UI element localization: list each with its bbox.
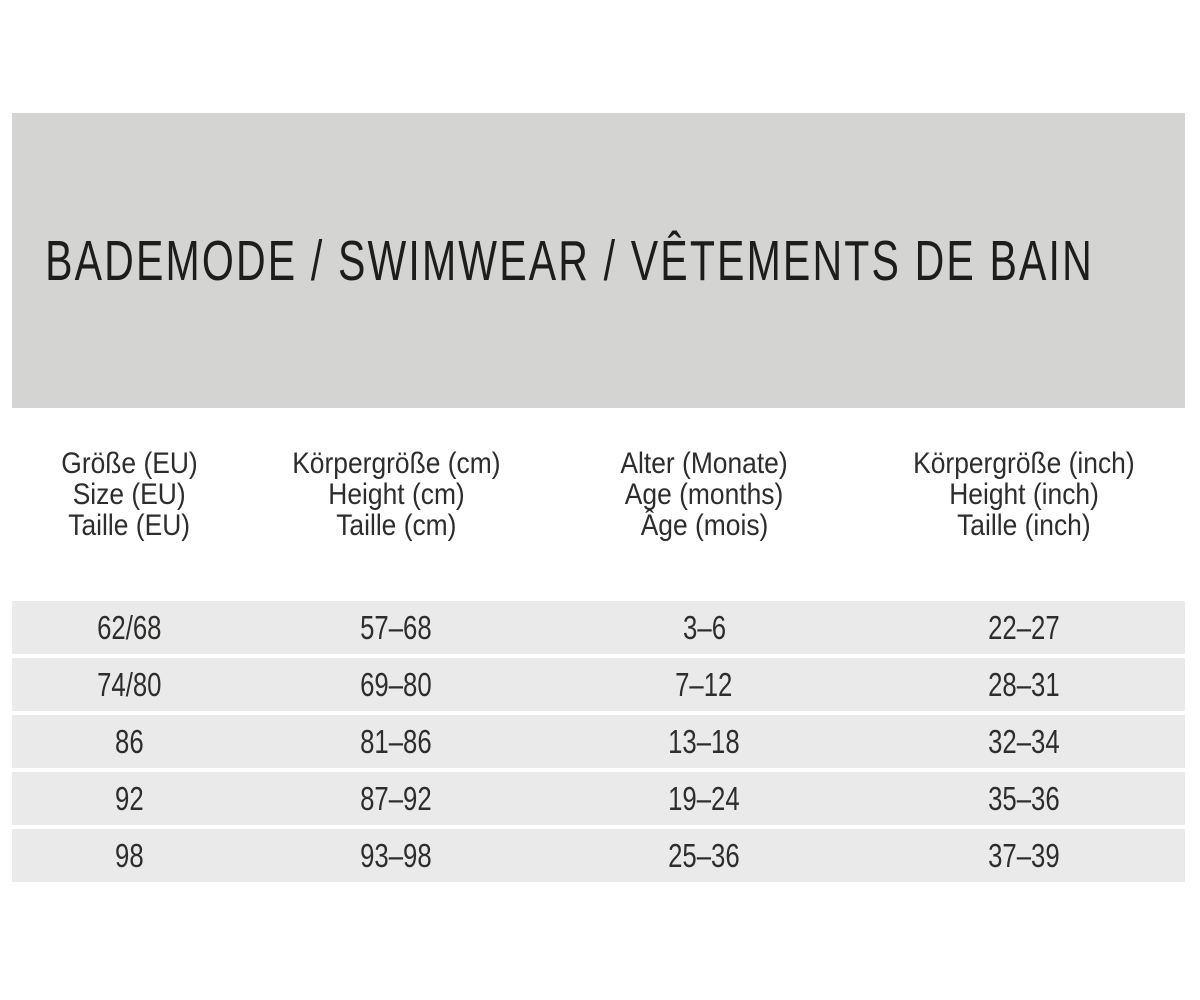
header-line: Taille (EU) xyxy=(68,509,191,542)
table-cell xyxy=(546,829,863,882)
header-line: Taille (inch) xyxy=(956,509,1091,542)
table-cell-value: 69–80 xyxy=(360,665,432,703)
table-row xyxy=(12,829,1185,882)
table-cell xyxy=(247,829,546,882)
column-header-size-eu xyxy=(12,448,247,541)
table-row xyxy=(12,772,1185,825)
table-cell xyxy=(546,772,863,825)
table-cell-value: 74/80 xyxy=(97,665,162,703)
table-cell xyxy=(862,715,1185,768)
table-header-row xyxy=(12,448,1185,541)
table-row xyxy=(12,658,1185,711)
table-cell xyxy=(546,601,863,654)
header-line: Height (inch) xyxy=(948,478,1099,511)
header-line: Size (EU) xyxy=(72,478,186,511)
page-title: BADEMODE / SWIMWEAR / VÊTEMENTS DE BAIN xyxy=(45,228,1094,293)
table-cell-value: 98 xyxy=(114,836,144,874)
table-cell xyxy=(247,772,546,825)
header-line: Alter (Monate) xyxy=(620,447,788,480)
table-cell-value: 32–34 xyxy=(987,722,1060,760)
table-cell xyxy=(862,601,1185,654)
table-row xyxy=(12,601,1185,654)
table-cell xyxy=(546,658,863,711)
table-cell-value: 13–18 xyxy=(668,722,740,760)
table-row xyxy=(12,715,1185,768)
table-cell-value: 81–86 xyxy=(360,722,432,760)
table-cell-value: 62/68 xyxy=(97,608,162,646)
table-cell-value: 7–12 xyxy=(675,665,733,703)
table-body xyxy=(12,601,1185,886)
table-cell xyxy=(12,829,247,882)
table-cell xyxy=(12,658,247,711)
table-cell-value: 28–31 xyxy=(987,665,1060,703)
header-line: Age (months) xyxy=(624,478,784,511)
column-header-age-months xyxy=(546,448,863,541)
column-header-height-cm xyxy=(247,448,546,541)
header-line: Taille (cm) xyxy=(336,509,457,542)
column-header-height-inch xyxy=(862,448,1185,541)
table-cell-value: 35–36 xyxy=(987,779,1060,817)
table-cell-value: 19–24 xyxy=(668,779,740,817)
header-line: Körpergröße (inch) xyxy=(912,447,1135,480)
table-cell xyxy=(12,601,247,654)
header-line: Height (cm) xyxy=(327,478,465,511)
table-cell-value: 87–92 xyxy=(360,779,432,817)
table-cell-value: 86 xyxy=(114,722,144,760)
table-cell-value: 3–6 xyxy=(682,608,726,646)
table-cell-value: 37–39 xyxy=(987,836,1060,874)
header-line: Âge (mois) xyxy=(640,509,768,542)
title-banner xyxy=(12,113,1185,408)
table-cell-value: 25–36 xyxy=(668,836,740,874)
table-cell-value: 93–98 xyxy=(360,836,432,874)
header-line: Größe (EU) xyxy=(61,447,198,480)
table-cell-value: 92 xyxy=(114,779,144,817)
table-cell xyxy=(12,715,247,768)
table-cell xyxy=(862,772,1185,825)
table-cell xyxy=(12,772,247,825)
table-cell xyxy=(247,715,546,768)
table-cell xyxy=(247,658,546,711)
table-cell xyxy=(862,658,1185,711)
table-cell-value: 22–27 xyxy=(987,608,1060,646)
table-cell xyxy=(546,715,863,768)
table-cell xyxy=(862,829,1185,882)
header-line: Körpergröße (cm) xyxy=(291,447,501,480)
table-cell-value: 57–68 xyxy=(360,608,432,646)
table-cell xyxy=(247,601,546,654)
